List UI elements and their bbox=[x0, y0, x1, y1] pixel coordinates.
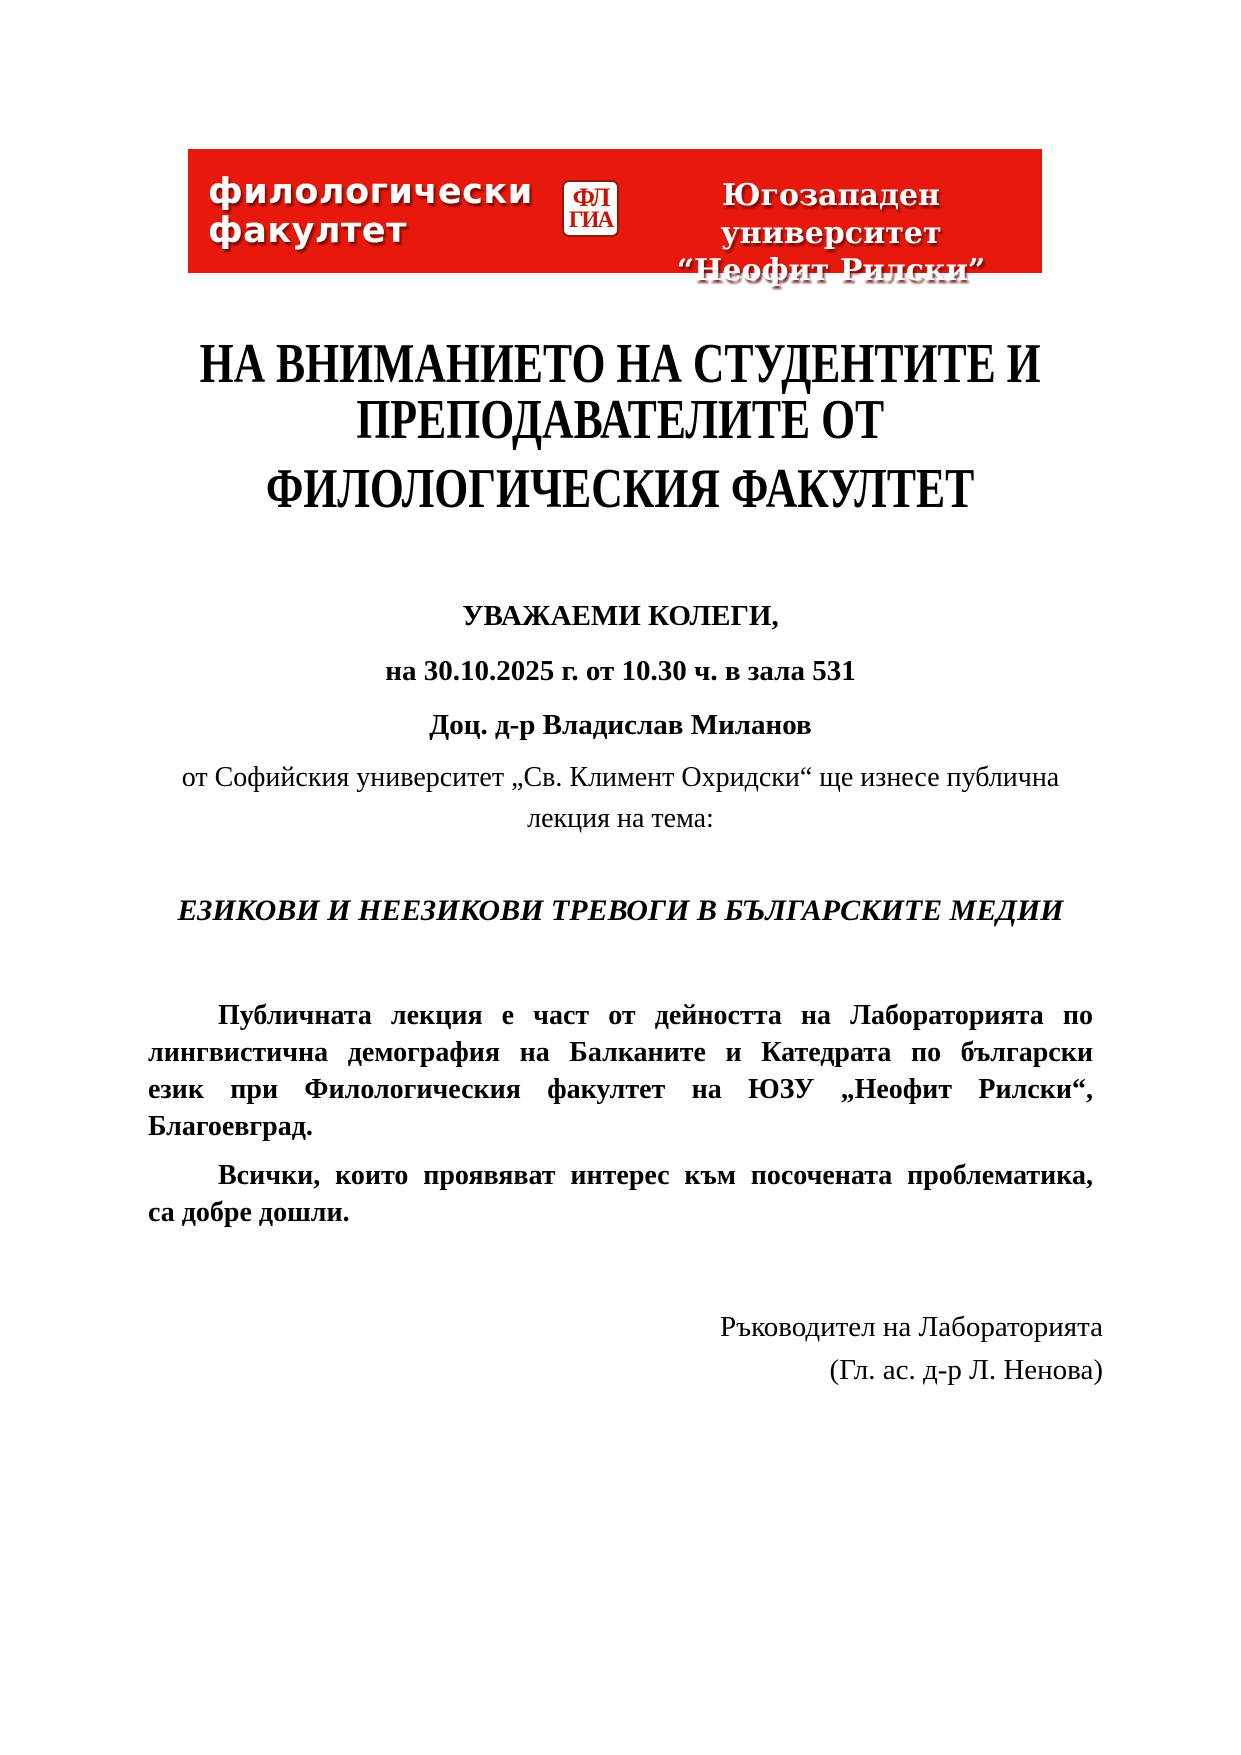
paragraph-welcome bbox=[148, 1157, 1093, 1231]
university-name-line2: “Неофит Рилски” bbox=[676, 253, 986, 288]
signature-role: Ръководител на Лабораторията bbox=[719, 1311, 1103, 1343]
paragraph2-line2: са добре дошли. bbox=[148, 1197, 350, 1228]
announcement-title-line3: ФИЛОЛОГИЧЕСКИЯ ФАКУЛТЕТ bbox=[266, 458, 975, 520]
announcement-title bbox=[0, 333, 1241, 520]
faculty-banner bbox=[188, 149, 1042, 288]
salutation: УВАЖАЕМИ КОЛЕГИ, bbox=[462, 600, 779, 632]
paragraph1-line1: Публичната лекция е част от дейността на Лабораторията по bbox=[218, 1000, 1093, 1031]
announcement-title-line2: ПРЕПОДАВАТЕЛИТЕ ОТ bbox=[356, 389, 885, 451]
faculty-logo-text-top: ФЛ bbox=[572, 182, 609, 212]
lecture-topic: ЕЗИКОВИ И НЕЕЗИКОВИ ТРЕВОГИ В БЪЛГАРСКИТЕ МЕДИИ bbox=[177, 894, 1064, 927]
paragraph2-line1: Всички, които проявяват интерес към посочената проблематика, bbox=[218, 1160, 1093, 1191]
lecturer-affiliation-line2: лекция на тема: bbox=[527, 803, 714, 834]
paragraph1-line4: Благоевград. bbox=[148, 1111, 313, 1142]
university-name-line1: Югозападен университет bbox=[720, 178, 942, 251]
paragraph1-line2: лингвистична демография на Балканите и Катедрата по български bbox=[148, 1037, 1093, 1068]
signature-person: (Гл. ас. д-р Л. Ненова) bbox=[829, 1354, 1103, 1386]
university-name bbox=[628, 177, 1034, 290]
faculty-name-line1: филологически bbox=[208, 172, 533, 212]
paragraph-about-lecture bbox=[148, 997, 1093, 1145]
event-datetime: на 30.10.2025 г. от 10.30 ч. в зала 531 bbox=[385, 655, 856, 687]
faculty-logo-text-bottom: ГИА bbox=[568, 206, 613, 232]
faculty-name bbox=[208, 173, 533, 251]
lecturer-affiliation-line1: от Софийския университет „Св. Климент Охридски“ ще изнесе публична bbox=[181, 762, 1060, 793]
body-paragraphs bbox=[148, 997, 1093, 1231]
announcement-title-line1: НА ВНИМАНИЕТО НА СТУДЕНТИТЕ И bbox=[199, 333, 1042, 395]
lecturer-name: Доц. д-р Владислав Миланов bbox=[429, 709, 812, 741]
faculty-logo-icon bbox=[562, 180, 619, 237]
faculty-name-line2: факултет bbox=[208, 211, 407, 252]
signature-block bbox=[148, 1306, 1103, 1392]
paragraph1-line3: език при Филологическия факултет на ЮЗУ „Неофит Рилски“, bbox=[148, 1074, 1093, 1105]
